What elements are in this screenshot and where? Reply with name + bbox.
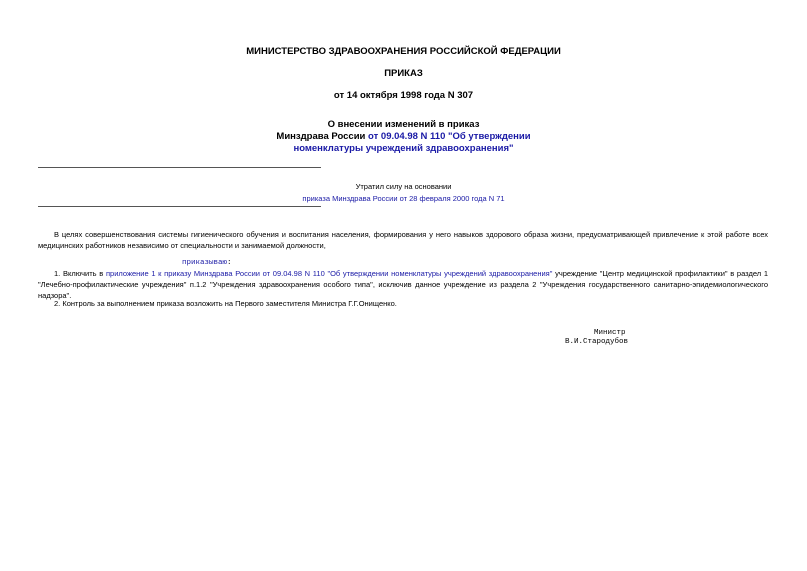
- divider-bottom: [38, 206, 321, 207]
- signature-name: В.И.Стародубов: [565, 338, 629, 346]
- title-link-order-110[interactable]: от 09.04.98 N 110 "Об утверждении: [368, 131, 531, 142]
- order-word-link[interactable]: приказываю: [182, 259, 228, 267]
- item-1-paragraph: 1. Включить в приложение 1 к приказу Минздрава России от 09.04.98 N 110 "Об утверждении номенклатуры учреждений здравоохранения" учреждение "Центр медицинской профилактики" в раздел 1 "Лечебно-профилактические учреждения" п.1.2 "Учреждения здравоохранения особого типа", исключив данное учреждение из раздела 2 "Учреждения государственного санитарно-эпидемиологического надзора".: [38, 269, 768, 300]
- doc-title: [0, 119, 807, 155]
- intro-paragraph: В целях совершенствования системы гигиенического обучения и воспитания населения, формирования у него навыков здорового образа жизни, предусматривающей привлечение к этой работе всех медицинских работников независимо от специальности и занимаемой должности,: [38, 230, 768, 250]
- order-word: приказываю:: [182, 259, 232, 267]
- title-line-1: О внесении изменений в приказ: [327, 119, 480, 130]
- item-1-link-appendix[interactable]: приложение 1 к приказу Минздрава России от 09.04.98 N 110 "Об утверждении номенклатуры учреждений здравоохранения": [105, 269, 553, 278]
- validity-note: Утратил силу на основании: [355, 182, 452, 191]
- doc-type-heading: ПРИКАЗ: [384, 68, 423, 79]
- divider-top: [38, 167, 321, 168]
- item-2-paragraph: 2. Контроль за выполнением приказа возложить на Первого заместителя Министра Г.Г.Онищенко.: [54, 299, 397, 308]
- validity-link-order-71[interactable]: приказа Минздрава России от 28 февраля 2000 года N 71: [302, 194, 505, 203]
- title-line-2-text: Минздрава России: [276, 131, 369, 142]
- doc-date: от 14 октября 1998 года N 307: [333, 90, 474, 101]
- ministry-heading: МИНИСТЕРСТВО ЗДРАВООХРАНЕНИЯ РОССИЙСКОЙ ФЕДЕРАЦИИ: [246, 46, 561, 57]
- signature-position: Министр: [594, 329, 626, 337]
- title-line-2: [0, 131, 807, 143]
- title-link-order-110-cont[interactable]: номенклатуры учреждений здравоохранения": [293, 143, 514, 154]
